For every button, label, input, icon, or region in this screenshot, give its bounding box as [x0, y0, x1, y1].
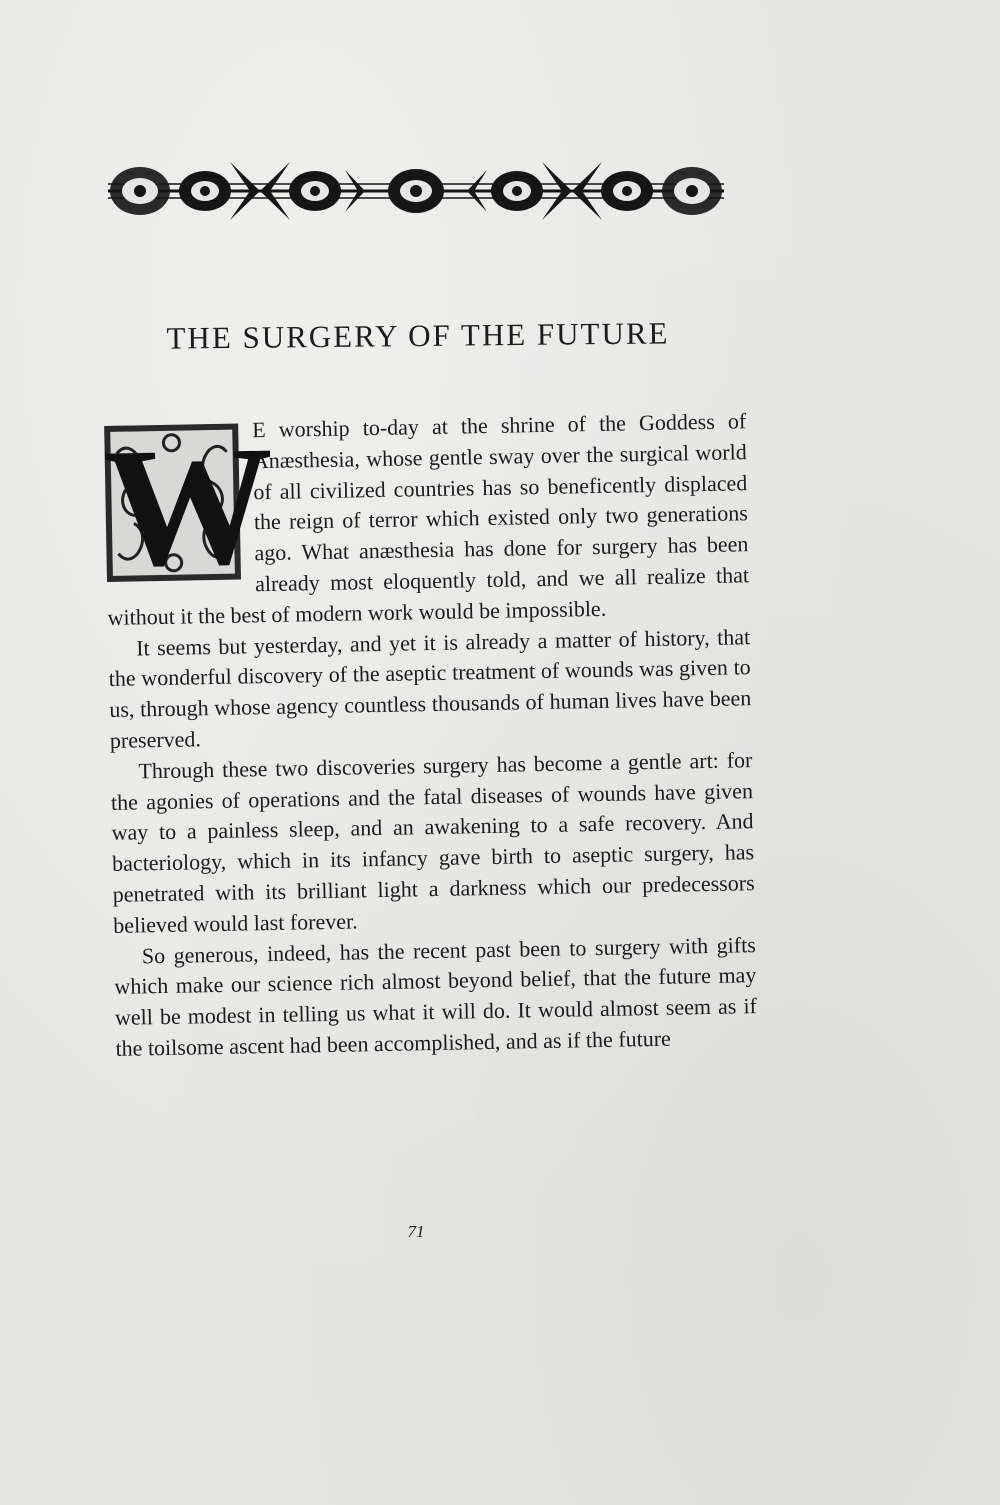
paragraph: Through these two discoveries surgery has become a gentle art: for the agonies of operations and the fatal diseases of wounds have given way to a painless sleep, and an awakening to a safe recovery. And bacteriology, which in its infancy gave birth to aseptic surgery, has penetrated with its brilliant light a darkness which our predecessors believed would last forever.	[110, 746, 755, 938]
article-body	[101, 406, 758, 1064]
page-number: 71	[407, 1222, 425, 1241]
drop-cap-letter: W	[101, 410, 276, 603]
paragraph	[101, 406, 750, 633]
first-paragraph-text: E worship to-day at the shrine of the Goddess of Anæsthesia, whose gentle sway over the surgical world of all civilized countries has so beneficently displaced the reign of terror which existed only two generations ago. What anæsthesia has done for surgery has been already most eloquently told, and we all realize that without it the best of modern work would be impossible.	[107, 408, 750, 630]
page-title: THE SURGERY OF THE FUTURE	[166, 315, 670, 356]
decorated-initial-icon	[101, 410, 276, 603]
ornamental-headband-icon	[100, 150, 732, 232]
paragraph: So generous, indeed, has the recent past been to surgery with gifts which make our science rich almost beyond belief, that the future may well be modest in telling us what it will do. It would almost seem as if the toilsome ascent had been accomplished, and as if the future	[114, 931, 758, 1061]
paragraph: It seems but yesterday, and yet it is already a matter of history, that the wonderful discovery of the aseptic treatment of wounds was given to us, through whose agency countless thousands of human lives have been preserved.	[108, 623, 752, 753]
